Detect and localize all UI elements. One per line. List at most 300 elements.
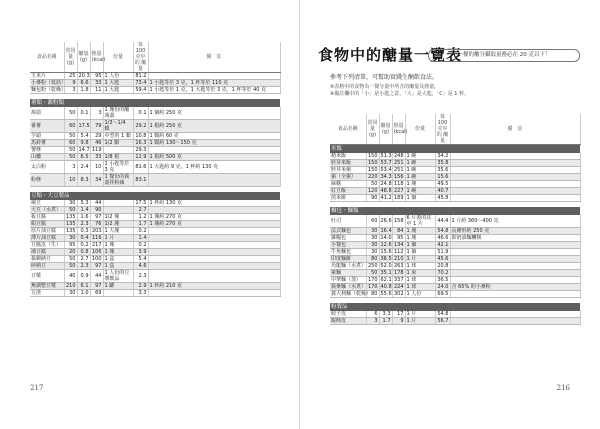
usual-amount: 135 <box>65 214 76 220</box>
carb-per-100g: 69.5 <box>435 291 450 298</box>
food-name: 麵包粉（乾燥） <box>31 87 67 93</box>
carb-amount: 6.5 <box>77 154 90 161</box>
column-header: 醣量 (g) <box>77 42 90 73</box>
page-number-right: 216 <box>556 384 570 392</box>
table-row <box>330 188 580 195</box>
table-row <box>330 284 580 291</box>
remark <box>148 290 280 297</box>
calories: 97 <box>90 263 103 270</box>
carb-amount: 0.1 <box>77 107 90 120</box>
note-line: ※備註欄中的「小」是小匙之意，「大」是大匙，「C」是 1 杯。 <box>330 91 470 97</box>
portion: 1 人份 <box>405 291 435 298</box>
portion: 中型的 1 顆 <box>103 133 133 140</box>
right-page <box>300 0 600 429</box>
calories: 100 <box>91 256 102 262</box>
calories: 3 <box>90 107 103 120</box>
portion: 1 球 <box>405 284 435 291</box>
remark <box>148 270 280 283</box>
usual-amount: 3 <box>64 161 77 174</box>
portion: 1 碗 <box>405 153 435 160</box>
column-header: 常用量 (g) <box>366 114 379 145</box>
usual-amount: 170 <box>367 277 378 283</box>
carb-per-100g: 16.3 <box>133 140 148 147</box>
carb-per-100g: 36.5 <box>435 277 450 284</box>
calories: 95 <box>90 73 103 80</box>
usual-amount: 25 <box>64 73 77 80</box>
food-name: 粥（全粥） <box>330 174 366 181</box>
calories: 10 <box>90 161 103 174</box>
table-row <box>330 195 580 202</box>
usual-amount: 60 <box>366 215 379 228</box>
portion: 1 碗 <box>405 160 435 167</box>
carb-amount: 52.0 <box>380 263 392 269</box>
carb-amount: 20.3 <box>78 73 90 79</box>
carb-amount: 55.6 <box>380 291 392 297</box>
table-row <box>30 120 280 133</box>
usual-amount: 3 <box>64 87 77 94</box>
section-title: 麵包・麵類 <box>330 207 580 215</box>
carb-per-100g: 15.6 <box>435 174 450 181</box>
food-name: 粉條 <box>30 174 64 187</box>
carb-per-100g: 2.9 <box>133 283 148 290</box>
carb-per-100g: 83.1 <box>133 174 148 187</box>
carb-amount: 0.4 <box>77 235 90 242</box>
usual-amount: 50 <box>64 107 77 120</box>
table-row <box>30 107 280 120</box>
food-name: 山藥 <box>30 154 64 161</box>
portion: 1 球 <box>405 263 435 270</box>
carb-per-100g: 29.3 <box>133 147 148 154</box>
calories: 217 <box>91 242 102 248</box>
carb-amount: 5.4 <box>77 133 90 140</box>
usual-amount: 40 <box>64 270 77 283</box>
remark <box>450 270 580 277</box>
usual-amount: 220 <box>367 174 378 180</box>
usual-amount: 120 <box>367 188 378 194</box>
usual-amount: 210 <box>65 283 76 289</box>
portion: 1 盒 <box>103 263 133 270</box>
usual-amount: 150 <box>367 160 378 166</box>
column-header: 食品名稱 <box>330 114 366 145</box>
carb-per-100g: 54.8 <box>435 228 450 235</box>
carb-per-100g: 34.2 <box>435 153 450 160</box>
remark <box>148 228 280 235</box>
section-title: 米飯 <box>330 145 580 154</box>
carb-amount: 40.8 <box>380 284 392 290</box>
remark: 1 斤約 360～400 克 <box>450 215 580 228</box>
food-name: 紅豆飯 <box>330 188 366 195</box>
table-row <box>330 174 580 181</box>
remark <box>450 181 580 188</box>
calories: 251 <box>393 167 404 173</box>
carb-per-100g: 59.4 <box>133 87 148 94</box>
table-row <box>330 215 580 228</box>
food-name: 素麵 <box>330 270 366 277</box>
remark <box>450 256 580 263</box>
table-row <box>30 256 280 263</box>
carb-amount: 1.7 <box>379 318 392 325</box>
carb-per-100g: 12.9 <box>133 154 148 161</box>
carb-amount: 17.5 <box>77 120 90 133</box>
carb-per-100g: 20.8 <box>435 263 450 270</box>
usual-amount: 50 <box>366 270 379 277</box>
calories: 302 <box>393 291 404 297</box>
food-name: 板豆腐 <box>30 214 64 221</box>
calories: 156 <box>393 174 404 180</box>
calories: 118 <box>393 181 404 187</box>
calories: 95 <box>392 235 405 242</box>
carb-amount: 6.1 <box>77 283 90 290</box>
remark: 1 塊約 270 克 <box>148 214 280 221</box>
calories: 189 <box>393 195 404 201</box>
section-title: 豆類・大豆製品 <box>30 192 280 200</box>
food-name: 小麥粉（低筋） <box>31 80 67 86</box>
carb-amount: 9.8 <box>77 140 90 147</box>
portion: 1 片 <box>405 318 435 325</box>
calories: 97 <box>90 214 103 221</box>
carb-amount: 5.3 <box>77 200 90 207</box>
portion: 1 大匙 <box>103 80 133 87</box>
carb-per-100g: 42.1 <box>435 242 450 249</box>
usual-amount: 50 <box>366 181 379 188</box>
portion: 1 片 <box>103 235 133 242</box>
usual-amount: 170 <box>367 284 378 290</box>
section-title: 粉製品 <box>330 303 580 311</box>
remark: 1 杯約 210 克 <box>148 283 280 290</box>
column-header: 熱量 (kcal) <box>90 42 103 73</box>
carb-amount: 51.3 <box>380 153 392 159</box>
carb-amount: 1.4 <box>77 207 90 214</box>
portion: 1 塊 <box>103 249 133 256</box>
column-header: 每 100 克中的 醣量 <box>134 42 147 72</box>
food-name: 精米飯 <box>330 153 366 160</box>
carb-per-100g: 1.2 <box>133 214 148 221</box>
remark: 1 杯約 130 克 <box>148 200 280 207</box>
calories: 248 <box>393 153 404 159</box>
carb-amount: 3.3 <box>379 311 392 318</box>
page-title: 食物中的醣量一覽表 <box>318 46 463 64</box>
remark <box>148 235 280 242</box>
usual-amount: 60 <box>64 140 77 147</box>
usual-amount: 30 <box>64 235 77 242</box>
portion: 1 球 <box>405 277 435 284</box>
remark <box>450 249 580 256</box>
portion: 1 個 <box>405 242 435 249</box>
carb-per-100g: 1.7 <box>133 221 148 228</box>
portion <box>103 207 133 214</box>
carb-amount: 62.1 <box>380 277 392 283</box>
carb-amount: 41.2 <box>380 195 392 201</box>
calories: 9 <box>392 318 405 325</box>
remark <box>450 195 580 202</box>
calories: 119 <box>91 147 102 153</box>
food-name: 無調整豆漿 <box>30 283 64 290</box>
usual-amount: 9 <box>64 80 77 87</box>
portion: 1/2 塊 <box>103 214 133 221</box>
carb-amount: 14.0 <box>380 235 392 241</box>
carb-per-100g: 81.2 <box>133 73 148 80</box>
portion: 1/8 根 <box>103 154 133 161</box>
usual-amount: 250 <box>367 263 378 269</box>
food-name: 中華麵（蒸） <box>330 277 366 284</box>
calories: 210 <box>393 256 404 262</box>
calories: 224 <box>393 284 404 290</box>
remark: 1 小匙等於 1 克，1 大匙等於 3 克，1 杯等於 40 克 <box>148 87 280 94</box>
food-name: 豌豆 <box>30 200 64 207</box>
table-row <box>30 270 280 283</box>
food-name: 牛角麵包 <box>330 249 366 256</box>
calories: 158 <box>392 215 405 228</box>
carb-per-100g: 0.1 <box>133 107 148 120</box>
calories: 79 <box>90 120 103 133</box>
portion: 1/3～1/4 顆 <box>103 120 133 133</box>
carb-amount: 24.8 <box>380 181 392 187</box>
remark: 長條形約 250 克 <box>450 228 580 235</box>
table-row <box>330 270 580 277</box>
food-name: 豆渣 <box>30 290 64 297</box>
portion: 1 碗 <box>405 174 435 181</box>
carb-per-100g: 35.8 <box>435 160 450 167</box>
food-name: 小餐包 <box>330 242 366 249</box>
food-name: 雜糧包 <box>330 235 366 242</box>
portion: 1 個 <box>405 249 435 256</box>
carb-amount: 34.3 <box>380 174 392 180</box>
remark <box>450 318 580 325</box>
food-name: 蒟蒻 <box>30 107 64 120</box>
table-row <box>30 133 280 140</box>
food-name: 太白粉 <box>30 161 64 174</box>
calories: 46 <box>90 140 103 147</box>
table-row <box>30 174 280 187</box>
calories: 337 <box>393 277 404 283</box>
food-name: 法式麵包 <box>330 228 366 235</box>
usual-amount: 90 <box>366 195 379 202</box>
calories: 106 <box>91 249 102 255</box>
usual-amount: 30 <box>64 290 77 297</box>
usual-amount: 3 <box>366 318 379 325</box>
carb-per-100g: 1.4 <box>133 235 148 242</box>
table-row <box>30 290 280 297</box>
portion: 1 人份 <box>103 73 133 80</box>
portion: 1 大匙 <box>103 87 133 94</box>
section-header <box>330 303 580 311</box>
table-row <box>330 235 580 242</box>
carb-per-100g: 0.2 <box>133 242 148 249</box>
table-row <box>30 283 280 290</box>
portion: 1/2 顆 <box>103 140 133 147</box>
portion: 1 塊 <box>405 235 435 242</box>
remark <box>148 256 280 263</box>
carb-per-100g: 3.3 <box>133 290 148 297</box>
table-row <box>330 181 580 188</box>
portion: 1 片 <box>405 256 435 263</box>
portion: 1 塊 <box>103 242 133 249</box>
table-row <box>30 228 280 235</box>
food-name: 印度麵餅 <box>330 256 366 263</box>
carb-per-100g: 70.2 <box>435 270 450 277</box>
table-row <box>330 249 580 256</box>
usual-amount: 135 <box>65 221 76 227</box>
carb-per-100g: 54.8 <box>435 311 450 318</box>
carb-per-100g: 17.5 <box>133 200 148 207</box>
carb-per-100g: 35.6 <box>435 167 450 174</box>
carb-per-100g: 51.9 <box>435 249 450 256</box>
calories: 112 <box>393 249 404 255</box>
carb-amount: 0.9 <box>77 270 90 283</box>
calories: 134 <box>393 242 404 248</box>
portion <box>103 147 133 154</box>
column-header: 食品名稱 <box>30 42 64 73</box>
table-row <box>30 140 280 147</box>
carb-amount: 2.3 <box>77 221 90 228</box>
remark: 1 顆約 60 克 <box>148 133 280 140</box>
remark: 1 小匙等於 3 克，1 杯等於 110 克 <box>148 80 280 87</box>
carb-amount: 35.1 <box>380 270 392 276</box>
carb-amount: 0.3 <box>77 228 90 235</box>
food-name: 吐司 <box>330 215 366 228</box>
carb-per-100g: 46.6 <box>435 235 450 242</box>
food-name: 薄片油豆腐 <box>30 235 64 242</box>
portion: 1 塊 <box>405 228 435 235</box>
remark <box>148 73 280 80</box>
remark: 1 根約 500 克 <box>148 154 280 161</box>
calories: 69 <box>90 290 103 297</box>
portion: 1 人份的豆 漿飲品 <box>103 270 133 283</box>
carb-per-100g: 4.6 <box>133 263 148 270</box>
table-row <box>30 207 280 214</box>
calories: 178 <box>393 270 404 276</box>
carb-per-100g: 73.4 <box>133 80 148 87</box>
left-food-table <box>30 42 281 297</box>
remark <box>450 263 580 270</box>
calories: 34 <box>90 174 103 187</box>
table-row <box>330 318 580 325</box>
usual-amount: 50 <box>64 147 77 154</box>
carb-per-100g: 40.7 <box>435 188 450 195</box>
food-name: 煎米餅 <box>330 195 366 202</box>
intro-text: 參考下列清單，可幫助實踐生酮飲食法。 <box>330 74 439 81</box>
table-row <box>30 235 280 242</box>
carb-amount: 2.7 <box>77 256 90 263</box>
usual-amount: 135 <box>65 228 76 234</box>
usual-amount: 30 <box>366 249 379 256</box>
portion <box>103 290 133 297</box>
calories: 33 <box>90 154 103 161</box>
carb-per-100g: 49.5 <box>435 181 450 188</box>
column-header: 醣量 (g) <box>379 114 392 145</box>
portion: 1 片 <box>405 311 435 318</box>
carb-amount: 0.8 <box>77 249 90 256</box>
carb-per-100g: 81.6 <box>133 161 148 174</box>
column-header: 備 註 <box>450 114 580 145</box>
table-row <box>30 80 280 87</box>
calories: 97 <box>90 283 103 290</box>
carb-amount: 48.8 <box>380 188 392 194</box>
carb-per-100g: 3.9 <box>133 249 148 256</box>
usual-amount: 30 <box>64 200 77 207</box>
carb-amount: 8.3 <box>77 174 90 187</box>
remark <box>148 207 280 214</box>
table-row <box>330 167 580 174</box>
food-name: 蕎麥麵（水煮） <box>331 284 367 290</box>
table-row <box>30 73 280 80</box>
carb-per-100g: 10.8 <box>133 133 148 140</box>
food-name: 玉米片 <box>30 73 64 80</box>
remark: 1 大匙約 9 克，1 杯約 130 克 <box>148 161 280 174</box>
carb-per-100g: 0.2 <box>133 228 148 235</box>
carb-per-100g: 2.7 <box>133 207 148 214</box>
portion: 1 塊 <box>405 181 435 188</box>
remark <box>450 277 580 284</box>
table-row <box>30 87 280 94</box>
table-row <box>30 154 280 161</box>
calories: 116 <box>91 235 102 241</box>
usual-amount: 80 <box>366 291 379 298</box>
portion: 1 罐 <box>103 283 133 290</box>
carb-amount: 53.4 <box>380 167 392 173</box>
calories: 33 <box>90 80 103 87</box>
section-header <box>330 207 580 215</box>
food-name: 黏稠納豆 <box>30 256 64 263</box>
food-name: 義大利麵（乾燥） <box>331 291 372 297</box>
table-row <box>30 161 280 174</box>
carb-amount: 0.2 <box>77 242 90 249</box>
remark: 1 個約 250 克 <box>148 107 280 120</box>
calories: 44 <box>90 270 103 283</box>
calories: 11 <box>90 87 103 94</box>
carb-per-100g: 44.4 <box>435 215 450 228</box>
remark <box>148 242 280 249</box>
usual-amount: 30 <box>366 242 379 249</box>
portion: 1 小匙等於 3 克 <box>103 161 133 174</box>
usual-amount: 50 <box>64 154 77 161</box>
carb-amount: 1.8 <box>77 87 90 94</box>
usual-amount: 95 <box>64 242 77 249</box>
portion: 6 片裝的其 中 1 片 <box>405 215 435 228</box>
remark: 1 顆約 130～150 克 <box>148 140 280 147</box>
remark <box>450 291 580 298</box>
carb-amount: 14.7 <box>78 147 90 153</box>
carb-per-100g: 24.0 <box>435 284 450 291</box>
food-name: 胚芽米飯 <box>330 160 366 167</box>
carb-amount: 36.5 <box>380 256 392 262</box>
carb-per-100g: 45.6 <box>435 256 450 263</box>
food-name: 厚片油豆腐 <box>30 228 64 235</box>
usual-amount: 80 <box>366 256 379 263</box>
usual-amount: 6 <box>366 311 379 318</box>
food-name: 豆漿 <box>30 270 64 283</box>
food-name: 胚芽米粥 <box>330 167 366 174</box>
carb-amount: 53.7 <box>380 160 392 166</box>
table-row <box>330 263 580 270</box>
remark <box>148 147 280 154</box>
section-title: 薯類・澱粉類 <box>30 99 280 107</box>
usual-amount: 60 <box>64 120 77 133</box>
portion: 1 個 <box>405 195 435 202</box>
remark <box>450 174 580 181</box>
subtitle-callout: 一餐的醣分攝取量務必在 20 克以下！ <box>428 49 580 62</box>
section-header <box>30 192 280 200</box>
remark: 1 塊約 270 克 <box>148 221 280 228</box>
carb-amount: 16.4 <box>380 228 392 234</box>
calories: 227 <box>393 188 404 194</box>
table-row <box>30 221 280 228</box>
carb-per-100g: 2.3 <box>133 270 148 283</box>
table-row <box>30 214 280 221</box>
calories: 203 <box>91 228 102 234</box>
usual-amount: 150 <box>367 153 378 159</box>
portion: 1/2 塊 <box>103 221 133 228</box>
